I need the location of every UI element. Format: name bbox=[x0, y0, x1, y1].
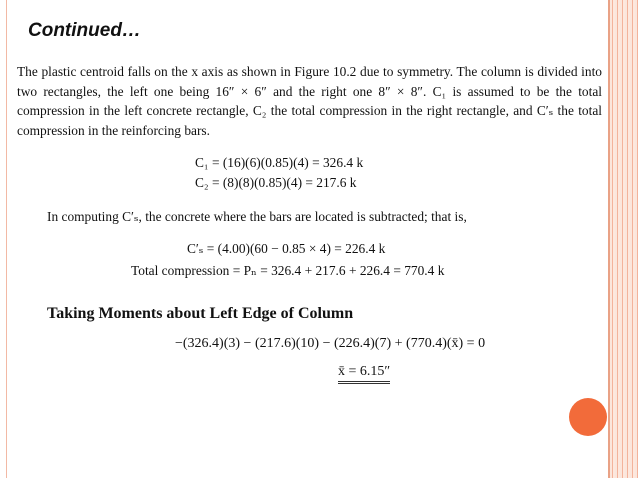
equation-total-compression: Total compression = Pₙ = 326.4 + 217.6 + 226.4 = 770.4 k bbox=[131, 263, 445, 278]
bars-paragraph: In computing C′ₛ, the concrete where the bars are located is subtracted; that is, bbox=[47, 209, 467, 224]
equation-cs: C′ₛ = (4.00)(60 − 0.85 × 4) = 226.4 k bbox=[187, 241, 386, 256]
equation-result: x̄ = 6.15″ bbox=[338, 364, 390, 384]
intro-paragraph: The plastic centroid falls on the x axis as shown in Figure 10.2 due to symmetry. The column is divided into two rectangles, the left one being 16″ × 6″ and the right one 8″ × 8″. C₁ is assumed to be the total compression in the left concrete rectangle, C₂ the total compression in the right rectangle, and C′ₛ the total compression in the reinforcing bars. bbox=[17, 64, 602, 138]
equation-moment: −(326.4)(3) − (217.6)(10) − (226.4)(7) + (770.4)(x̄) = 0 bbox=[175, 336, 486, 351]
intro-block bbox=[17, 62, 602, 140]
decorative-stripe-bar bbox=[610, 0, 638, 478]
section-heading: Taking Moments about Left Edge of Column bbox=[47, 305, 354, 322]
equation-c2: C₂ = (8)(8)(0.85)(4) = 217.6 k bbox=[195, 175, 357, 190]
accent-circle bbox=[569, 398, 607, 436]
equation-c1: C₁ = (16)(6)(0.85)(4) = 326.4 k bbox=[195, 155, 364, 170]
slide-left-border bbox=[6, 0, 7, 478]
slide-heading: Continued… bbox=[28, 20, 141, 41]
